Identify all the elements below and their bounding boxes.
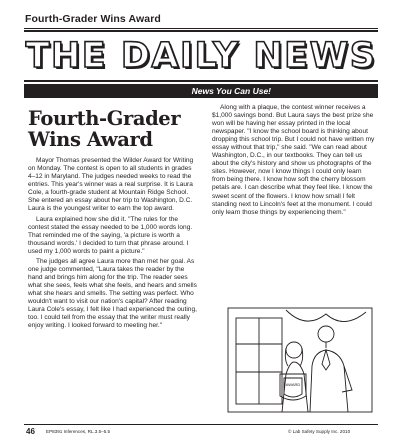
headline-line-2: Wins Award (28, 128, 153, 151)
article-paragraph: Laura explained how she did it. "The rules for the contest stated the essay needed to be 1,000 words long. That reminded me of the saying, 'a picture is worth a thousand words.' I decided to turn that phrase around. I used my 1,000 words to paint a picture." (28, 215, 193, 255)
article-headline (28, 108, 200, 150)
tagline: News You Can Use! (191, 86, 271, 96)
top-rule-thin (24, 28, 378, 29)
masthead-rule (24, 80, 378, 82)
footer-rule (24, 424, 378, 425)
masthead-title: THE DAILY NEWS (25, 36, 377, 76)
article-paragraph: The judges all agree Laura more than met her goal. As one judge commented, "Laura takes the reader by the hand and brings him along for the trip. The reader sees what she sees, feels what she feels, and hears and smells what she hears and smells. The setting was perfect. Who wouldn't want to visit our nation's capital? After reading Laura Cole's essay, I felt like I had experienced the outing, too. I could tell from the essay that the writer must really enjoy writing. I looked forward to meeting her." (28, 257, 197, 330)
article-paragraph: Mayor Thomas presented the Wilder Award for Writing on Monday. The contest is open to all students in grades 4–12 in Maryland. The judges needed weeks to read the entries. This year's winner was a real surprise. It is Laura Cole, a fourth-grade student at Mountain Ridge School. She entered an essay about her trip to Washington, D.C. Laura is the youngest writer to earn the top award. (28, 157, 194, 213)
page-number: 46 (26, 427, 35, 436)
headline-line-1: Fourth-Grader (28, 107, 181, 130)
top-rule-thick (24, 30, 378, 32)
award-illustration (226, 304, 374, 414)
article-right-column (212, 104, 376, 219)
copyright: © Lab Safety Supply Inc. 2010 (288, 429, 351, 434)
plaque-text: AWARD (285, 382, 301, 387)
article-left-column (28, 104, 200, 333)
tagline-bar (24, 84, 378, 98)
article-paragraph: Along with a plaque, the contest winner receives a $1,000 savings bond. But Laura says the best prize she won will be having her essay printed in the local newspaper. "I know the school board is thinking about dropping this school trip. But I could not have written my essay without that trip," she said. "We can read about Washington, D.C., in our textbooks. They can tell us about the city's history and show us photographs of the sites. However, now I know things I could only learn from being there. I know how soft the cherry blossom petals are. I can describe what they feel like. I know the sweet scent of the flowers. I know how small I felt standing next to Lincoln's feet at the monument. I could only learn those things by experiencing them." (212, 104, 375, 216)
page-label: Fourth-Grader Wins Award (25, 13, 161, 25)
product-code: EP8391 Inferences, RL.3.5–5.5 (46, 429, 111, 434)
